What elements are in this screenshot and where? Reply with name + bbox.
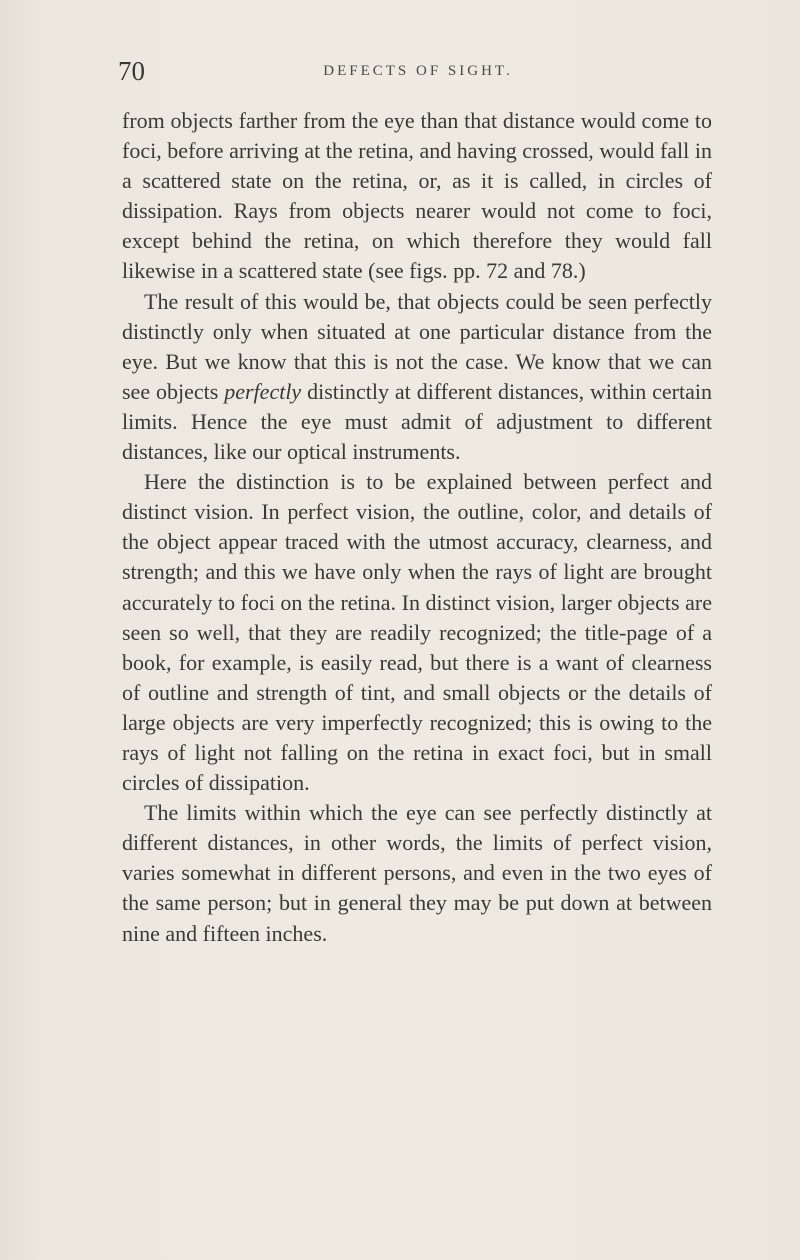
paragraph-4: The limits within which the eye can see perfectly distinctly at different distances, in other words, the limits of perfect vision, varies somewhat in different persons, and even in the two eyes of the same person; but in general they may be put down at between nine and fifteen inches.: [122, 800, 712, 946]
paragraph-2-text-a: The result of this would be, that objects could be seen perfectly distinctly only when situated at one particular distance from the eye. But we know that this is not the case. We know that we can see objects: [122, 288, 712, 404]
body-text: [122, 106, 712, 949]
running-head: DEFECTS OF SIGHT.: [323, 63, 513, 79]
page-number: 70: [118, 56, 145, 86]
paragraph-1: from objects farther from the eye than that distance would come to foci, before arriving at the retina, and having crossed, would fall in a scattered state on the retina, or, as it is called, in circles of dissipation. Rays from objects nearer would not come to foci, except behind the retina, on which therefore they would fall likewise in a scattered state (see figs. pp. 72 and 78.): [122, 108, 712, 284]
page-header: [118, 56, 718, 96]
paragraph-2-text-b: distinctly at different distances, within certain limits. Hence the eye must admit of adjustment to different distances, like our optical instruments.: [122, 378, 712, 465]
paragraph-3: Here the distinction is to be explained between perfect and distinct vision. In perfect vision, the outline, color, and details of the object appear traced with the utmost accuracy, clearness, and strength; and this we have only when the rays of light are brought accurately to foci on the retina. In distinct vision, larger objects are seen so well, that they are readily recognized; the title-page of a book, for example, is easily read, but there is a want of clearness of outline and strength of tint, and small objects or the details of large objects are very imperfectly recognized; this is owing to the rays of light not falling on the retina in exact foci, but in small circles of dissipation.: [122, 469, 712, 796]
paragraph-2-italic: perfectly: [224, 378, 302, 404]
paragraph-2: [122, 287, 712, 468]
